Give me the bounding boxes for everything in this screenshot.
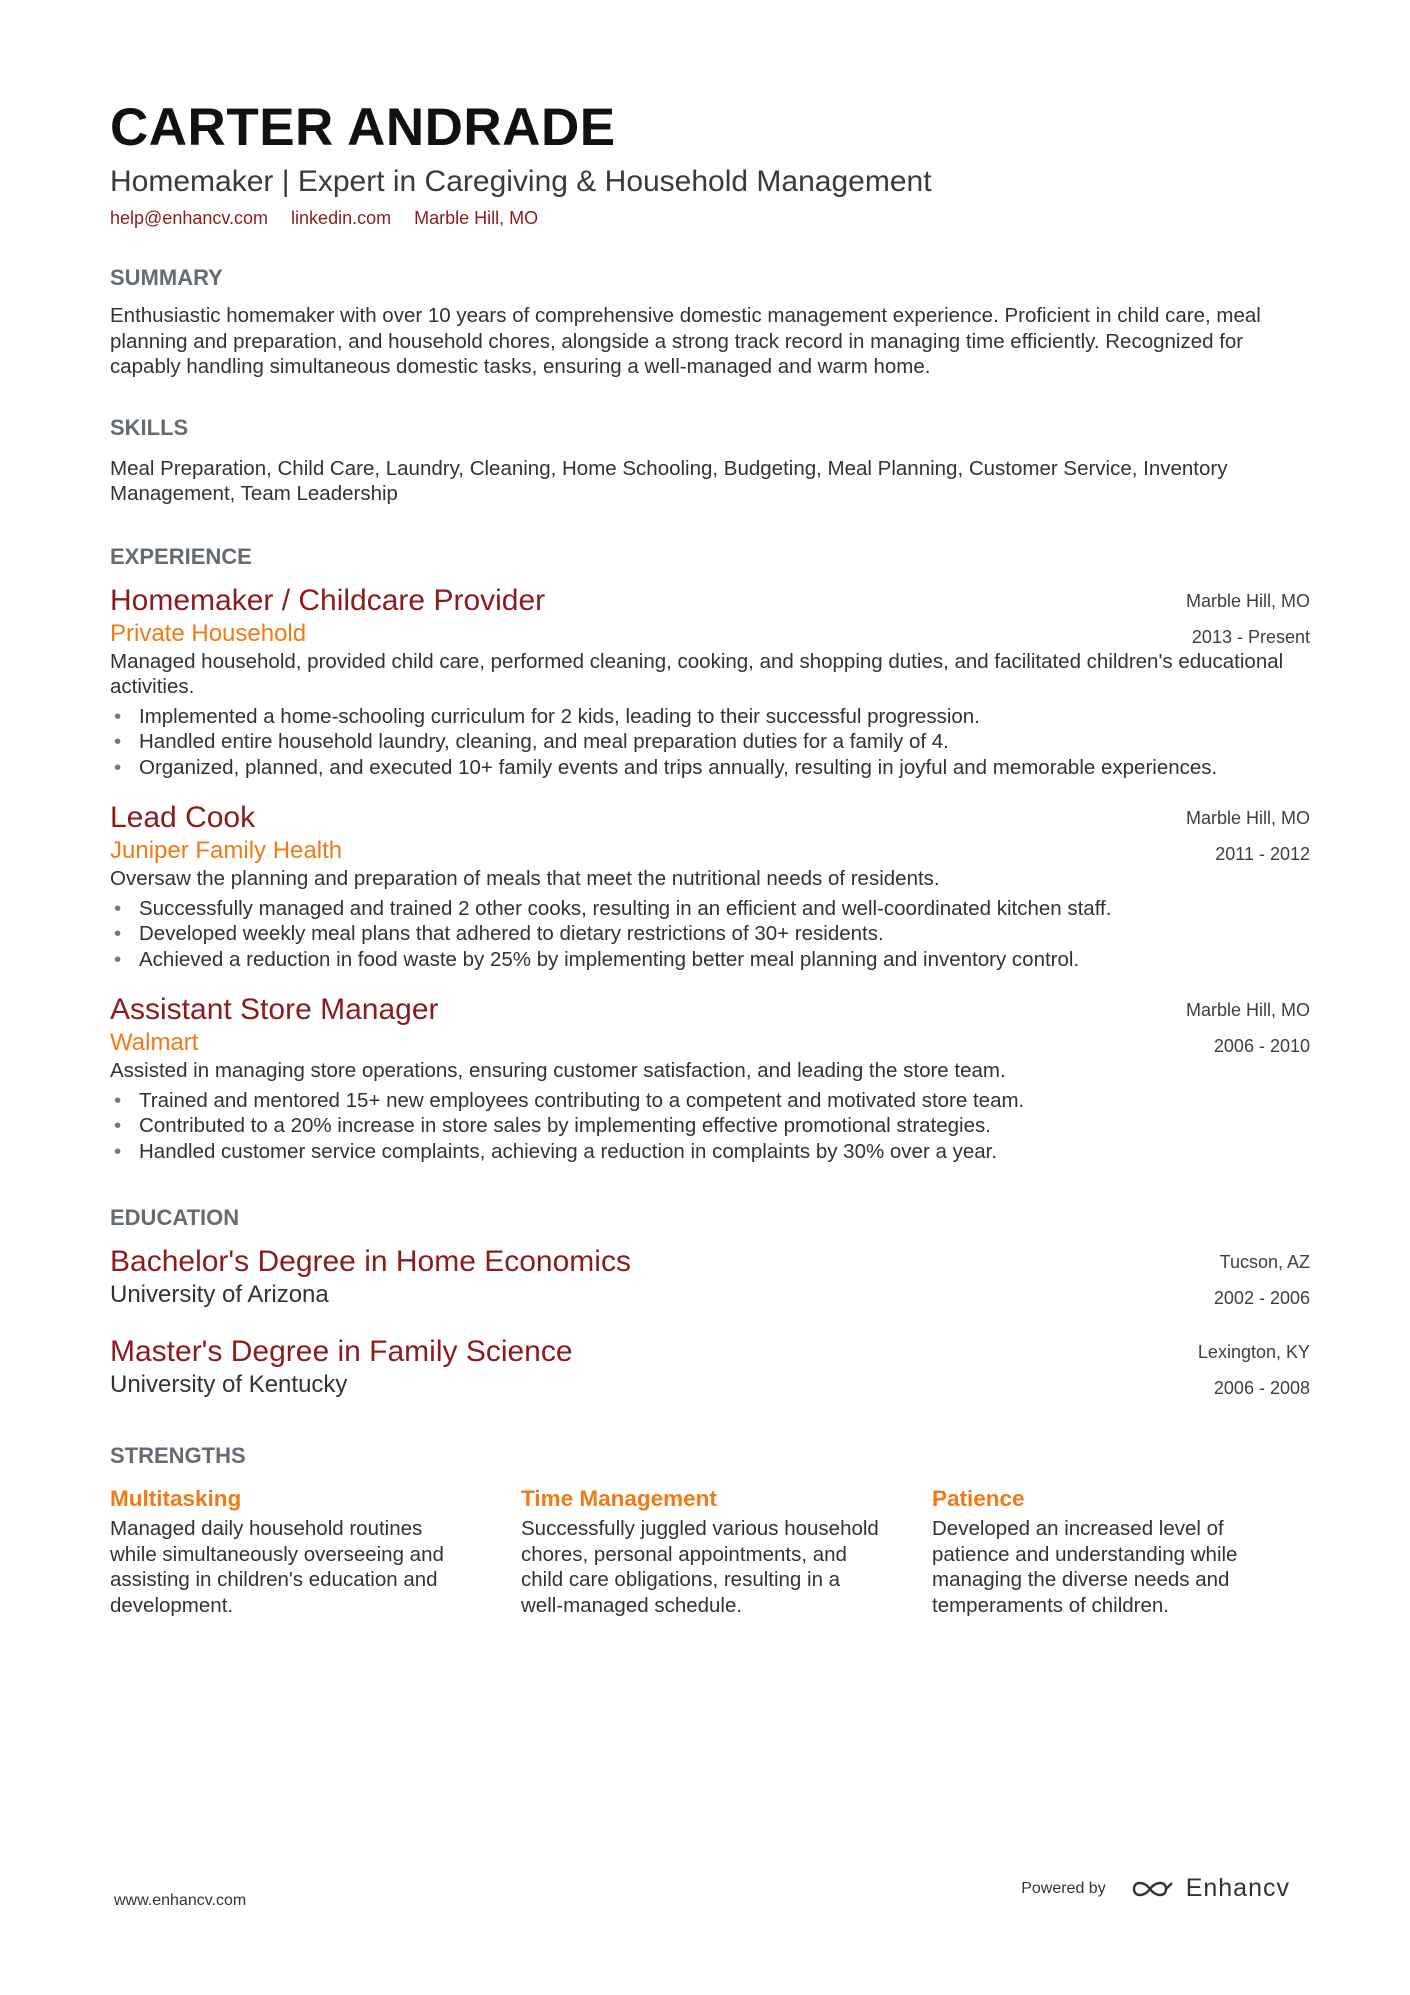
entry-meta (1198, 1334, 1310, 1406)
strength-title: Patience (932, 1486, 1025, 1511)
entry-meta (1186, 583, 1310, 655)
bullet-dot-icon: • (114, 704, 122, 728)
summary-title: SUMMARY (110, 265, 223, 290)
bullet-item (110, 755, 1310, 781)
entry-description: Assisted in managing store operations, ensuring customer satisfaction, and leading the store team. (110, 1059, 1006, 1082)
skills-section (110, 414, 1310, 507)
entry-location: Marble Hill, MO (1185, 808, 1310, 828)
entry-school: University of Arizona (110, 1281, 329, 1308)
education-entry (110, 1244, 1310, 1310)
footer-website-link[interactable]: www.enhancv.com (114, 1892, 247, 1909)
candidate-name: CARTER ANDRADE (110, 98, 616, 157)
entry-dates: 2013 - Present (1191, 626, 1310, 647)
entry-degree: Master's Degree in Family Science (110, 1335, 573, 1368)
entry-role: Lead Cook (110, 801, 256, 834)
bullet-item (110, 1088, 1310, 1114)
bullet-item (110, 704, 1310, 730)
bullet-item (110, 921, 1310, 947)
entry-dates: 2002 - 2006 (1213, 1288, 1310, 1308)
contact-line (110, 206, 1310, 230)
entry-dates: 2011 - 2012 (1215, 844, 1310, 864)
brand-name[interactable]: Enhancv (1185, 1874, 1290, 1902)
bullet-text: Achieved a reduction in food waste by 25% by implementing better meal planning and inventory control. (139, 947, 1080, 971)
education-section (110, 1204, 1310, 1400)
bullet-dot-icon: • (114, 922, 122, 945)
bullet-dot-icon: • (114, 1139, 122, 1163)
enhancv-logo-icon (1130, 1875, 1174, 1903)
bullet-item (110, 729, 1310, 755)
bullet-text: Organized, planned, and executed 10+ family events and trips annually, resulting in joyful and memorable experiences. (139, 755, 1218, 779)
strength-title: Multitasking (110, 1486, 242, 1511)
bullet-text: Developed weekly meal plans that adhered to dietary restrictions of 30+ residents. (139, 922, 884, 945)
experience-entry (110, 583, 1310, 781)
bullet-text: Implemented a home-schooling curriculum for 2 kids, leading to their successful progression. (139, 704, 980, 728)
powered-by-text: Powered by (1021, 1879, 1106, 1897)
entry-school: University of Kentucky (110, 1371, 348, 1398)
location-text: Marble Hill, MO (414, 208, 539, 228)
email-link[interactable]: help@enhancv.com (110, 208, 269, 228)
entry-location: Tucson, AZ (1219, 1252, 1310, 1272)
bullet-item (110, 1113, 1310, 1139)
entry-location: Marble Hill, MO (1185, 590, 1310, 611)
bullet-dot-icon: • (114, 896, 122, 920)
entry-meta (1186, 800, 1310, 872)
entry-location: Marble Hill, MO (1185, 1000, 1310, 1020)
strength-text: Successfully juggled various household chores, personal appointments, and child care obligations, resulting in a well-managed schedule. (521, 1517, 879, 1617)
strength-text: Managed daily household routines while simultaneously overseeing and assisting in children's education and development. (110, 1517, 444, 1617)
skills-text: Meal Preparation, Child Care, Laundry, Cleaning, Home Schooling, Budgeting, Meal Planning, Customer Service, Inventory Management, Team Leadership (110, 456, 1228, 505)
entry-company: Private Household (110, 619, 307, 647)
bullet-text: Contributed to a 20% increase in store sales by implementing effective promotional strategies. (139, 1114, 991, 1137)
bullet-dot-icon: • (114, 1088, 122, 1112)
strength-title: Time Management (521, 1486, 717, 1511)
bullet-text: Trained and mentored 15+ new employees contributing to a competent and motivated store team. (139, 1088, 1025, 1112)
bullet-dot-icon: • (114, 730, 122, 753)
strengths-row (110, 1484, 1310, 1618)
entry-dates: 2006 - 2008 (1213, 1378, 1310, 1398)
summary-text: Enthusiastic homemaker with over 10 years of comprehensive domestic management experience. Proficient in child care, meal planning and preparation, and household chores, alongside a strong track record in managing time efficiently. Recognized for capably handling simultaneous domestic tasks, ensuring a well-managed and warm home. (110, 304, 1261, 378)
experience-entry (110, 992, 1310, 1164)
entry-role: Assistant Store Manager (110, 993, 439, 1026)
entry-meta (1214, 1244, 1310, 1316)
experience-section (110, 543, 1310, 1165)
strength-text: Developed an increased level of patience and understanding while managing the diverse needs and temperaments of children. (932, 1517, 1238, 1617)
entry-company: Walmart (110, 1029, 199, 1056)
strength-item (932, 1484, 1295, 1618)
bullet-text: Successfully managed and trained 2 other cooks, resulting in an efficient and well-coordinated kitchen staff. (139, 896, 1112, 920)
bullet-text: Handled customer service complaints, achieving a reduction in complaints by 30% over a year. (139, 1139, 998, 1163)
bullet-item (110, 896, 1310, 922)
entry-bullets (110, 896, 1310, 973)
entry-dates: 2006 - 2010 (1213, 1036, 1310, 1056)
strength-item (110, 1484, 473, 1618)
bullet-dot-icon: • (114, 755, 122, 779)
footer-branding (1021, 1874, 1290, 1903)
bullet-item (110, 1139, 1310, 1165)
bullet-item (110, 947, 1310, 973)
strength-item (521, 1484, 884, 1618)
summary-section (110, 264, 1310, 380)
skills-title: SKILLS (110, 414, 189, 440)
resume-content (110, 96, 1310, 1618)
education-title: EDUCATION (110, 1205, 240, 1230)
entry-degree: Bachelor's Degree in Home Economics (110, 1245, 631, 1278)
entry-description: Managed household, provided child care, performed cleaning, cooking, and shopping duties, and facilitated children's educational activities. (110, 649, 1284, 698)
experience-title: EXPERIENCE (110, 543, 252, 569)
linkedin-link[interactable]: linkedin.com (291, 208, 392, 228)
bullet-text: Handled entire household laundry, cleaning, and meal preparation duties for a family of 4. (139, 730, 949, 753)
bullet-dot-icon: • (114, 947, 122, 971)
entry-meta (1186, 992, 1310, 1064)
strengths-section (110, 1442, 1310, 1618)
resume-header (110, 96, 1310, 230)
entry-description: Oversaw the planning and preparation of meals that meet the nutritional needs of residents. (110, 867, 940, 890)
education-entry (110, 1334, 1310, 1400)
experience-entry (110, 800, 1310, 972)
entry-role: Homemaker / Childcare Provider (110, 583, 546, 617)
entry-bullets (110, 1088, 1310, 1165)
bullet-dot-icon: • (114, 1114, 122, 1137)
entry-location: Lexington, KY (1197, 1342, 1310, 1362)
entry-company: Juniper Family Health (110, 837, 343, 864)
headline: Homemaker | Expert in Caregiving & Household Management (110, 165, 932, 198)
strengths-title: STRENGTHS (110, 1443, 246, 1468)
entry-bullets (110, 704, 1310, 781)
